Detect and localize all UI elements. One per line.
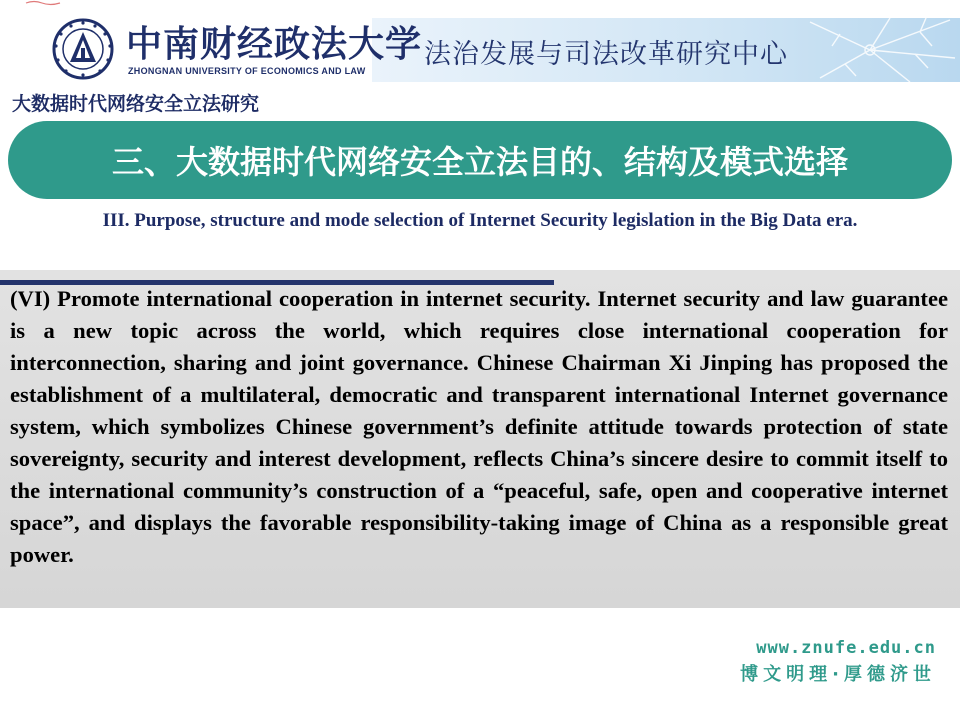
- university-name-cn: 中南财经政法大学: [126, 23, 423, 65]
- course-title: 大数据时代网络安全立法研究: [12, 93, 260, 115]
- annotation-scribble: [24, 0, 64, 6]
- footer-url: www.znufe.edu.cn: [756, 638, 936, 658]
- university-name-en: ZHONGNAN UNIVERSITY OF ECONOMICS AND LAW: [128, 66, 366, 76]
- header-banner: [0, 0, 960, 88]
- section-title-en: III. Purpose, structure and mode selection of Internet Security legislation in the Big Data era.: [102, 210, 858, 231]
- research-center-name: 法治发展与司法改革研究中心: [424, 39, 788, 70]
- section-title-cn: 三、大数据时代网络安全立法目的、结构及模式选择: [111, 143, 848, 181]
- content-paragraph: (VI) Promote international cooperation in internet security. Internet security and law guarantee is a new topic across the world, which requires close international cooperation for interconnection, sharing and joint governance. Chinese Chairman Xi Jinping has proposed the establishment of a multilateral, democratic and transparent international Internet governance system, which symbolizes Chinese government’s definite attitude towards protection of state sovereignty, security and interest development, reflects China’s sincere desire to commit itself to the international community’s construction of a “peaceful, safe, open and cooperative internet space”, and displays the favorable responsibility-taking image of China as a responsible great power.: [10, 286, 948, 567]
- section-title-banner: [8, 121, 952, 199]
- university-seal-icon: [50, 18, 116, 80]
- footer-motto: 博文明理·厚德济世: [740, 664, 936, 685]
- banner-background: [372, 18, 960, 82]
